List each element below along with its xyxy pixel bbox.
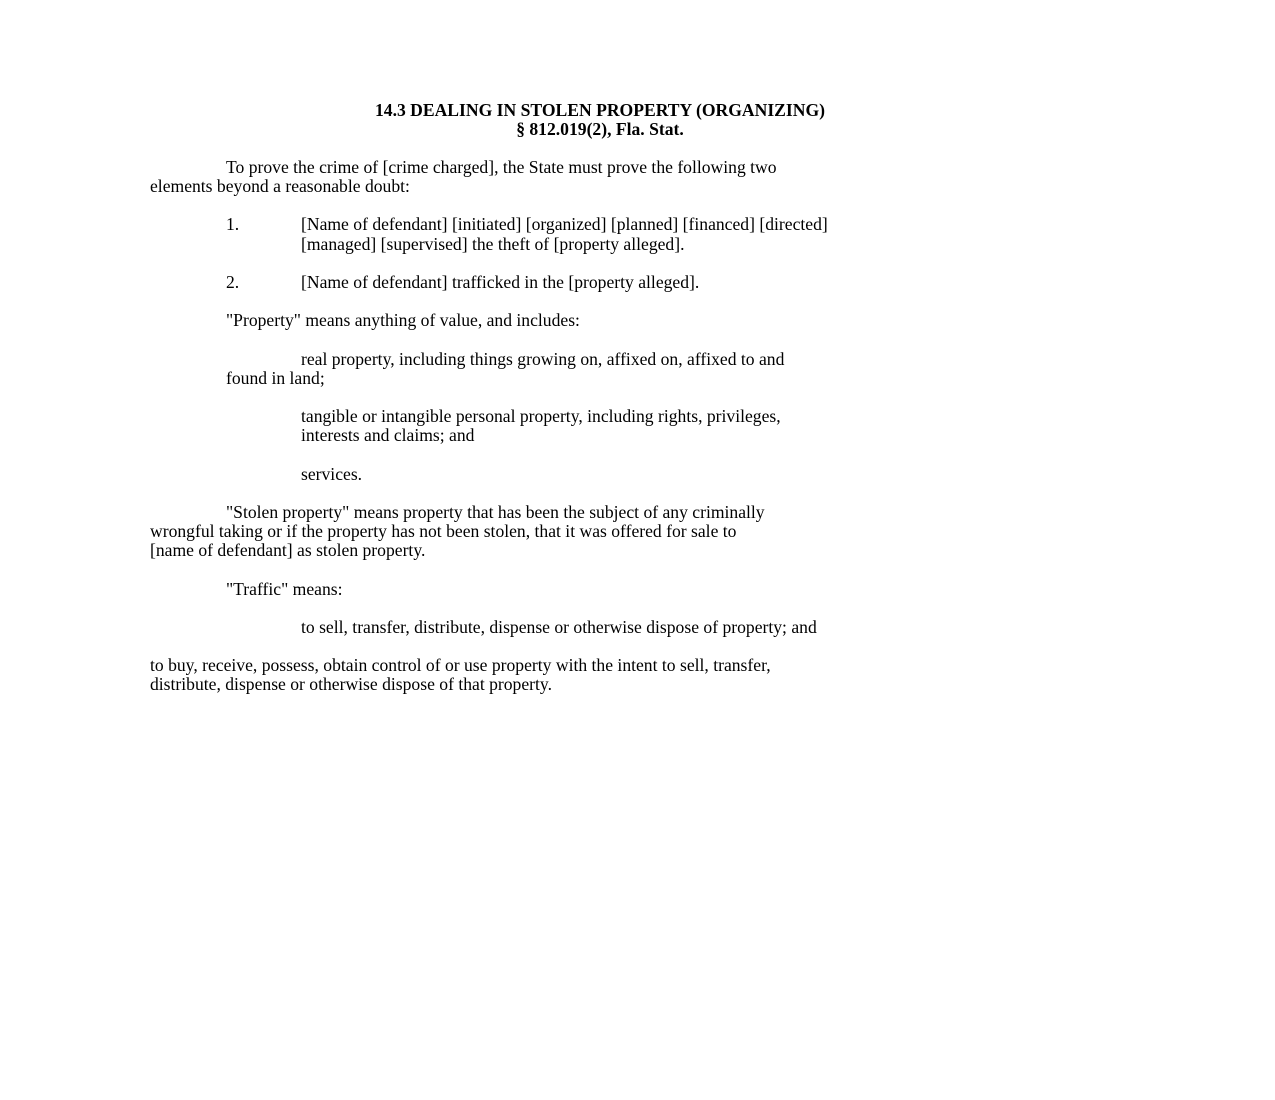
property-definition-heading: "Property" means anything of value, and includes:: [226, 310, 580, 330]
property-services: services.: [301, 464, 363, 484]
stolen-property-line-3: [name of defendant] as stolen property.: [150, 540, 426, 560]
element-1-line-2: [managed] [supervised] the theft of [property alleged].: [301, 234, 685, 254]
stolen-property-line-2: wrongful taking or if the property has not been stolen, that it was offered for sale to: [150, 521, 737, 541]
intro-line-2: elements beyond a reasonable doubt:: [150, 176, 410, 196]
element-2-line-1: [Name of defendant] trafficked in the [property alleged].: [301, 272, 700, 292]
property-tangible-line-1: tangible or intangible personal property, including rights, privileges,: [301, 406, 781, 426]
traffic-item-2-line-2: distribute, dispense or otherwise dispose of that property.: [150, 674, 552, 694]
element-1-line-1: [Name of defendant] [initiated] [organized] [planned] [financed] [directed]: [301, 214, 828, 234]
stolen-property-line-1: "Stolen property" means property that has been the subject of any criminally: [226, 502, 765, 522]
property-real-line-2: found in land;: [226, 368, 325, 388]
document-title: 14.3 DEALING IN STOLEN PROPERTY (ORGANIZING): [374, 100, 826, 120]
element-1-number: 1.: [226, 214, 240, 234]
traffic-item-2-line-1: to buy, receive, possess, obtain control of or use property with the intent to sell, transfer,: [150, 655, 771, 675]
property-real-line-1: real property, including things growing on, affixed on, affixed to and: [301, 349, 785, 369]
statute-citation: § 812.019(2), Fla. Stat.: [516, 119, 684, 139]
traffic-item-1: to sell, transfer, distribute, dispense or otherwise dispose of property; and: [301, 617, 817, 637]
property-tangible-line-2: interests and claims; and: [301, 425, 475, 445]
intro-line-1: To prove the crime of [crime charged], the State must prove the following two: [226, 157, 777, 177]
traffic-definition-heading: "Traffic" means:: [226, 579, 343, 599]
element-2-number: 2.: [226, 272, 240, 292]
